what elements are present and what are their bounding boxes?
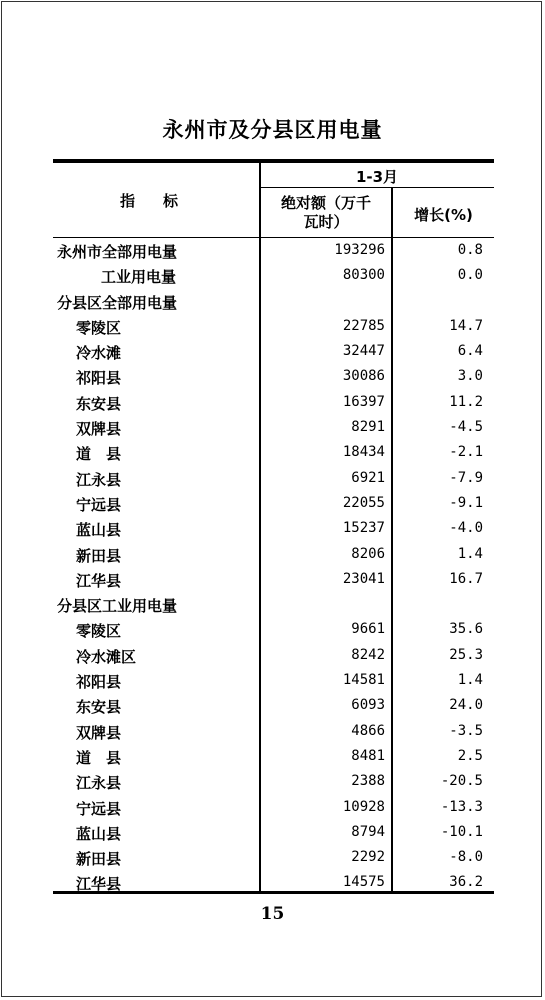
row-growth-value: 16.7	[449, 570, 483, 587]
row-growth-value: -9.1	[449, 494, 483, 511]
header-indicator: 指标	[119, 192, 206, 210]
row-absolute-value: 14575	[342, 874, 385, 891]
row-label: 双牌县	[76, 420, 122, 439]
row-label: 双牌县	[76, 723, 122, 742]
table-row	[53, 820, 494, 845]
row-growth-value: -7.9	[449, 469, 483, 486]
row-absolute-value: 8242	[351, 646, 385, 663]
row-label: 道 县	[76, 748, 122, 767]
table-row	[53, 870, 494, 895]
row-label: 宁远县	[76, 799, 122, 818]
row-absolute-value: 10928	[342, 798, 385, 815]
row-growth-value: 25.3	[449, 646, 483, 663]
table-row	[53, 567, 494, 592]
table-row	[53, 390, 494, 415]
header-absolute-line1: 绝对额（万千	[280, 194, 371, 212]
row-absolute-value: 8794	[351, 823, 385, 840]
table-row	[53, 845, 494, 870]
row-label: 冷水滩区	[76, 647, 137, 666]
row-absolute-value: 9661	[351, 621, 385, 638]
header-period: 1-3月	[355, 168, 399, 186]
row-label: 祁阳县	[76, 673, 122, 692]
row-growth-value: 6.4	[457, 343, 483, 360]
row-absolute-value: 18434	[342, 444, 385, 461]
row-label: 蓝山县	[76, 521, 122, 540]
row-absolute-value: 2388	[351, 773, 385, 790]
header-growth: 增长(%)	[414, 206, 473, 224]
table-row	[53, 415, 494, 440]
row-label: 东安县	[76, 394, 122, 413]
row-label: 蓝山县	[76, 824, 122, 843]
row-growth-value: -4.0	[449, 520, 483, 537]
row-growth-value: 36.2	[449, 874, 483, 891]
row-growth-value: 1.4	[457, 672, 483, 689]
row-growth-value: 0.8	[457, 242, 483, 258]
row-label: 分县区全部用电量	[57, 293, 178, 312]
row-growth-value: 24.0	[449, 697, 483, 714]
row-absolute-value: 22785	[342, 317, 385, 334]
table-body	[53, 238, 494, 896]
table-row	[53, 719, 494, 744]
table-row	[53, 795, 494, 820]
row-label: 东安县	[76, 698, 122, 717]
row-growth-value: -2.1	[449, 444, 483, 461]
row-growth-value: -20.5	[440, 773, 483, 790]
row-label: 工业用电量	[101, 268, 177, 287]
header-absolute	[262, 194, 390, 232]
period-divider-rule	[260, 187, 494, 188]
table-row	[53, 491, 494, 516]
row-label: 宁远县	[76, 495, 122, 514]
table-top-rule	[53, 159, 494, 163]
row-absolute-value: 14581	[342, 672, 385, 689]
table-row	[53, 466, 494, 491]
row-label: 新田县	[76, 546, 122, 565]
table-row	[53, 314, 494, 339]
row-absolute-value: 8206	[351, 545, 385, 562]
row-absolute-value: 15237	[342, 520, 385, 537]
row-growth-value: -4.5	[449, 419, 483, 436]
table-row	[53, 693, 494, 718]
row-growth-value: 3.0	[457, 368, 483, 385]
table-row	[53, 440, 494, 465]
row-label: 冷水滩	[76, 344, 122, 363]
table-row	[53, 643, 494, 668]
header-absolute-line2: 瓦时）	[303, 213, 349, 231]
row-label: 分县区工业用电量	[57, 597, 178, 616]
row-growth-value: -13.3	[440, 798, 483, 815]
row-absolute-value: 23041	[342, 570, 385, 587]
row-absolute-value: 6921	[351, 469, 385, 486]
row-label: 新田县	[76, 850, 122, 869]
page-number: 15	[260, 904, 285, 924]
row-label: 江永县	[76, 470, 122, 489]
table-row	[53, 516, 494, 541]
row-label: 江华县	[76, 571, 122, 590]
row-growth-value: -10.1	[440, 823, 483, 840]
table-row	[53, 769, 494, 794]
row-growth-value: 14.7	[449, 317, 483, 334]
row-absolute-value: 4866	[351, 722, 385, 739]
row-growth-value: 11.2	[449, 393, 483, 410]
row-label: 永州市全部用电量	[57, 243, 178, 261]
row-label: 江华县	[76, 875, 122, 894]
table-row	[53, 364, 494, 389]
table-row	[53, 744, 494, 769]
row-label: 江永县	[76, 774, 122, 793]
table-row	[53, 289, 494, 314]
row-growth-value: 2.5	[457, 747, 483, 764]
row-absolute-value: 8291	[351, 419, 385, 436]
row-absolute-value: 2292	[351, 849, 385, 866]
table-row	[53, 617, 494, 642]
row-absolute-value: 32447	[342, 343, 385, 360]
table-row	[53, 542, 494, 567]
row-label: 零陵区	[76, 622, 122, 641]
row-label: 祁阳县	[76, 369, 122, 388]
row-growth-value: 1.4	[457, 545, 483, 562]
row-growth-value: 35.6	[449, 621, 483, 638]
table-row	[53, 592, 494, 617]
row-absolute-value: 16397	[342, 393, 385, 410]
row-growth-value: -8.0	[449, 849, 483, 866]
row-label: 零陵区	[76, 318, 122, 337]
row-absolute-value: 193296	[334, 242, 385, 258]
row-growth-value: 0.0	[457, 267, 483, 284]
row-label: 道 县	[76, 445, 122, 464]
table-row	[53, 668, 494, 693]
table-row	[53, 238, 494, 263]
table-row	[53, 263, 494, 288]
row-absolute-value: 8481	[351, 747, 385, 764]
row-absolute-value: 30086	[342, 368, 385, 385]
row-absolute-value: 6093	[351, 697, 385, 714]
row-absolute-value: 22055	[342, 494, 385, 511]
table-title: 永州市及分县区用电量	[162, 118, 383, 142]
table-row	[53, 339, 494, 364]
row-growth-value: -3.5	[449, 722, 483, 739]
row-absolute-value: 80300	[342, 267, 385, 284]
